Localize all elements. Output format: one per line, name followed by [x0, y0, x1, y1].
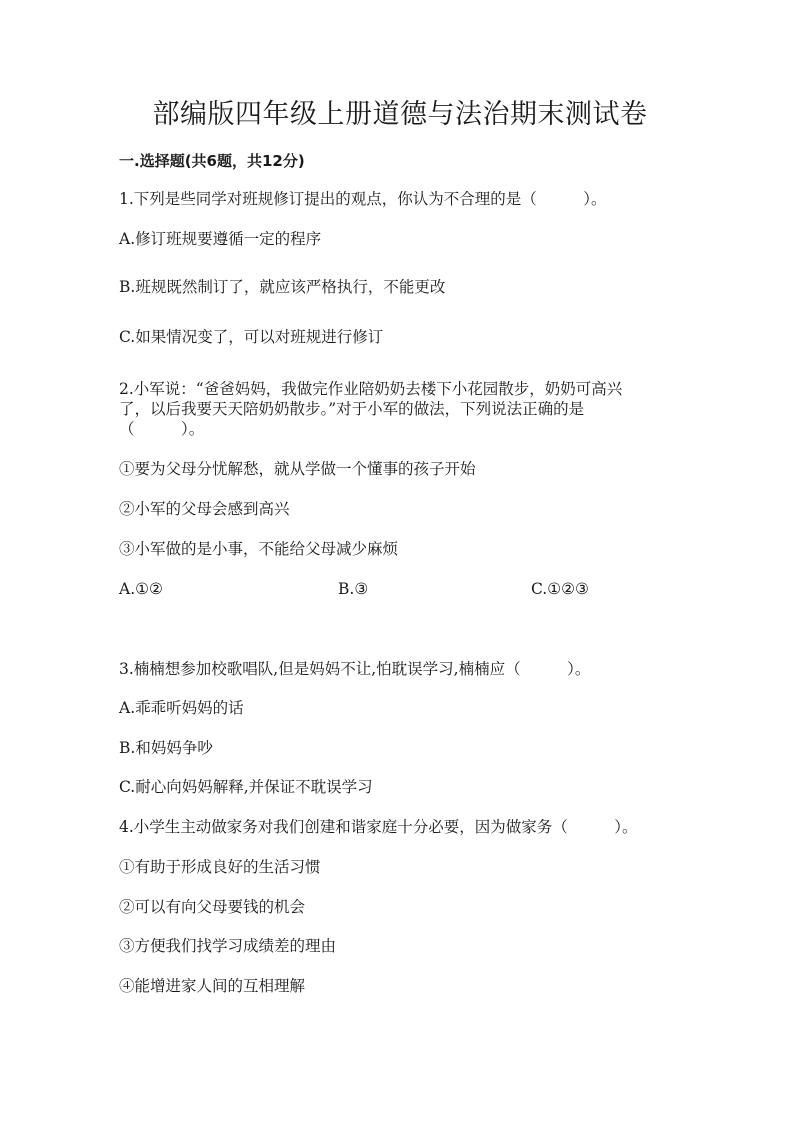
question-1-option-b: B.班规既然制订了，就应该严格执行，不能更改	[119, 278, 446, 296]
question-2-stem-line-2: 了，以后我要天天陪奶奶散步。”对于小军的做法，下列说法正确的是	[119, 400, 585, 418]
question-3-stem: 3.楠楠想参加校歌唱队,但是妈妈不让,怕耽误学习,楠楠应（ ）。	[119, 660, 591, 678]
question-1-stem: 1.下列是些同学对班规修订提出的观点，你认为不合理的是（ ）。	[119, 190, 607, 208]
question-2-option-b: B.③	[338, 580, 369, 598]
question-2-statement-3: ③小军做的是小事，不能给父母减少麻烦	[119, 540, 399, 558]
question-2-stem-line-3: （ ）。	[119, 420, 205, 438]
question-4-statement-4: ④能增进家人间的互相理解	[119, 977, 306, 995]
question-2-option-a: A.①②	[119, 580, 163, 598]
question-4-statement-1: ①有助于形成良好的生活习惯	[119, 858, 321, 876]
question-2-statement-2: ②小军的父母会感到高兴	[119, 500, 290, 518]
question-3-option-a: A.乖乖听妈妈的话	[119, 699, 244, 717]
section-heading: 一.选择题(共6题，共12分)	[119, 152, 305, 170]
question-3-option-b: B.和妈妈争吵	[119, 739, 213, 757]
question-1-option-c: C.如果情况变了，可以对班规进行修订	[119, 328, 384, 346]
question-2-stem-line-1: 2.小军说：“爸爸妈妈，我做完作业陪奶奶去楼下小花园散步，奶奶可高兴	[119, 380, 623, 398]
question-4-statement-2: ②可以有向父母要钱的机会	[119, 898, 306, 916]
page-title: 部编版四年级上册道德与法治期末测试卷	[152, 99, 648, 130]
question-2-option-c: C.①②③	[531, 580, 589, 598]
question-1-option-a: A.修订班规要遵循一定的程序	[119, 230, 322, 248]
question-2-statement-1: ①要为父母分忧解愁，就从学做一个懂事的孩子开始	[119, 460, 476, 478]
question-4-stem: 4.小学生主动做家务对我们创建和谐家庭十分必要，因为做家务（ ）。	[119, 818, 638, 836]
question-4-statement-3: ③方便我们找学习成绩差的理由	[119, 937, 337, 955]
question-3-option-c: C.耐心向妈妈解释,并保证不耽误学习	[119, 778, 373, 796]
